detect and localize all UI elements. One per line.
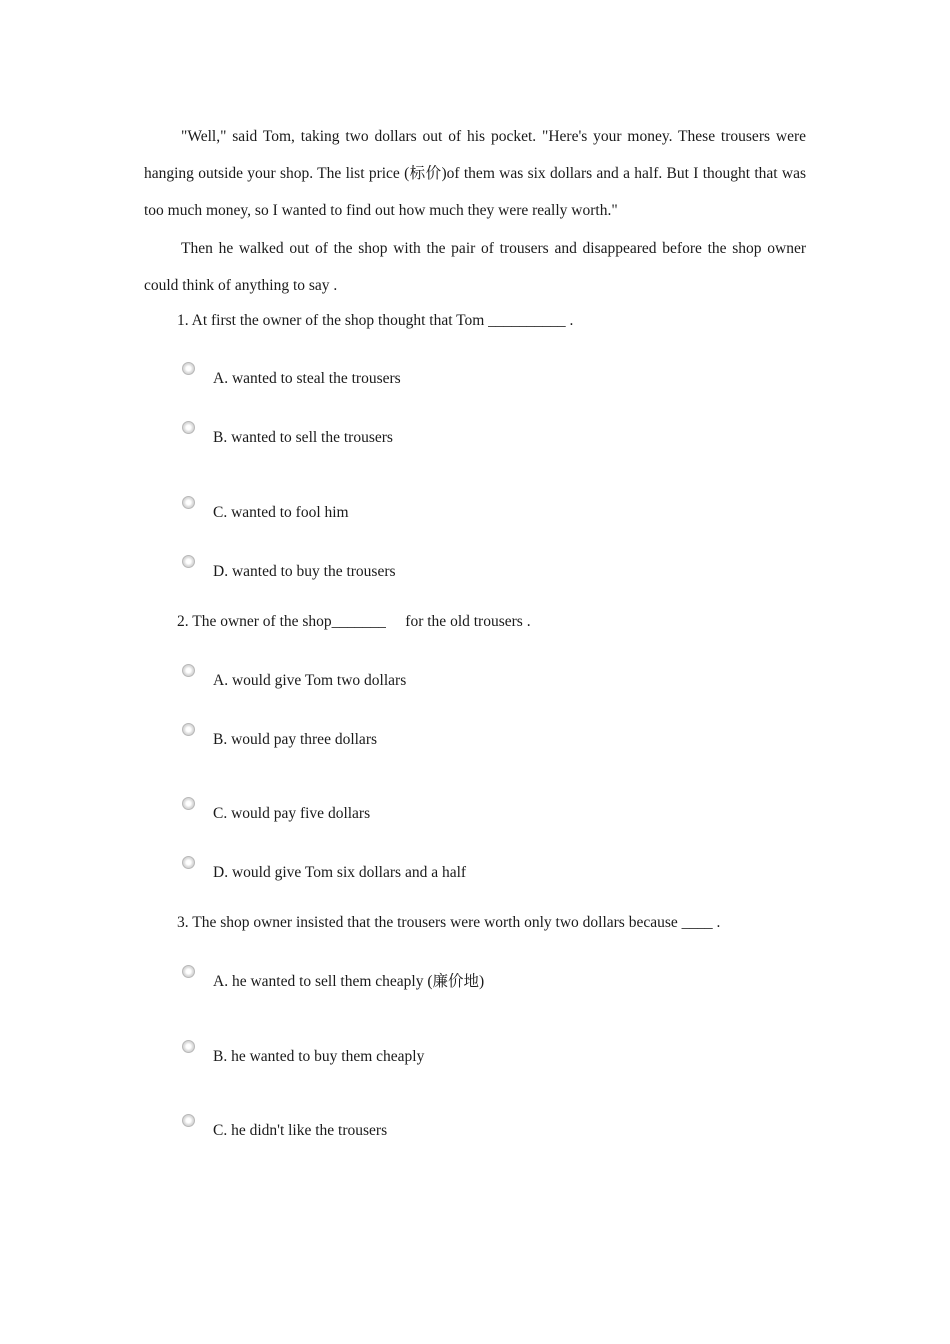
question-2-option-d[interactable]	[182, 856, 782, 886]
option-label: C. would pay five dollars	[213, 805, 371, 822]
passage-paragraph-1: "Well," said Tom, taking two dollars out of his pocket. "Here's your money. These trousers were hanging outside your shop. The list price (标价)of them was six dollars and a half. But I thought that was too much money, so I wanted to find out how much they were really worth."	[144, 128, 806, 219]
question-3-text: 3. The shop owner insisted that the trousers were worth only two dollars because ____ .	[177, 914, 721, 931]
option-label: D. would give Tom six dollars and a half	[213, 864, 467, 881]
question-1-option-d[interactable]	[182, 555, 782, 585]
passage-paragraph-2: Then he walked out of the shop with the pair of trousers and disappeared before the shop owner could think of anything to say .	[144, 240, 806, 294]
option-label: A. would give Tom two dollars	[213, 672, 407, 689]
question-2-text: 2. The owner of the shop_______ for the old trousers .	[177, 613, 531, 630]
question-2-option-b[interactable]	[182, 723, 782, 753]
radio-button[interactable]	[182, 965, 195, 978]
question-1-option-a[interactable]	[182, 362, 782, 392]
question-3-option-a[interactable]	[182, 965, 782, 995]
question-3-option-c[interactable]	[182, 1114, 782, 1144]
radio-button[interactable]	[182, 664, 195, 677]
option-label: B. wanted to sell the trousers	[213, 429, 393, 446]
radio-button[interactable]	[182, 362, 195, 375]
option-label: C. he didn't like the trousers	[213, 1122, 388, 1139]
option-label: A. wanted to steal the trousers	[213, 370, 401, 387]
option-label: B. would pay three dollars	[213, 731, 378, 748]
radio-button[interactable]	[182, 797, 195, 810]
question-2-option-a[interactable]	[182, 664, 782, 694]
question-1-option-c[interactable]	[182, 496, 782, 526]
radio-button[interactable]	[182, 1114, 195, 1127]
question-1-text: 1. At first the owner of the shop thought that Tom __________ .	[177, 312, 574, 329]
radio-button[interactable]	[182, 421, 195, 434]
option-label: A. he wanted to sell them cheaply (廉价地)	[213, 973, 485, 990]
question-3-option-b[interactable]	[182, 1040, 782, 1070]
option-label: B. he wanted to buy them cheaply	[213, 1048, 425, 1065]
radio-button[interactable]	[182, 1040, 195, 1053]
question-1-option-b[interactable]	[182, 421, 782, 451]
radio-button[interactable]	[182, 496, 195, 509]
option-label: D. wanted to buy the trousers	[213, 563, 396, 580]
option-label: C. wanted to fool him	[213, 504, 349, 521]
radio-button[interactable]	[182, 723, 195, 736]
radio-button[interactable]	[182, 555, 195, 568]
question-2-option-c[interactable]	[182, 797, 782, 827]
radio-button[interactable]	[182, 856, 195, 869]
